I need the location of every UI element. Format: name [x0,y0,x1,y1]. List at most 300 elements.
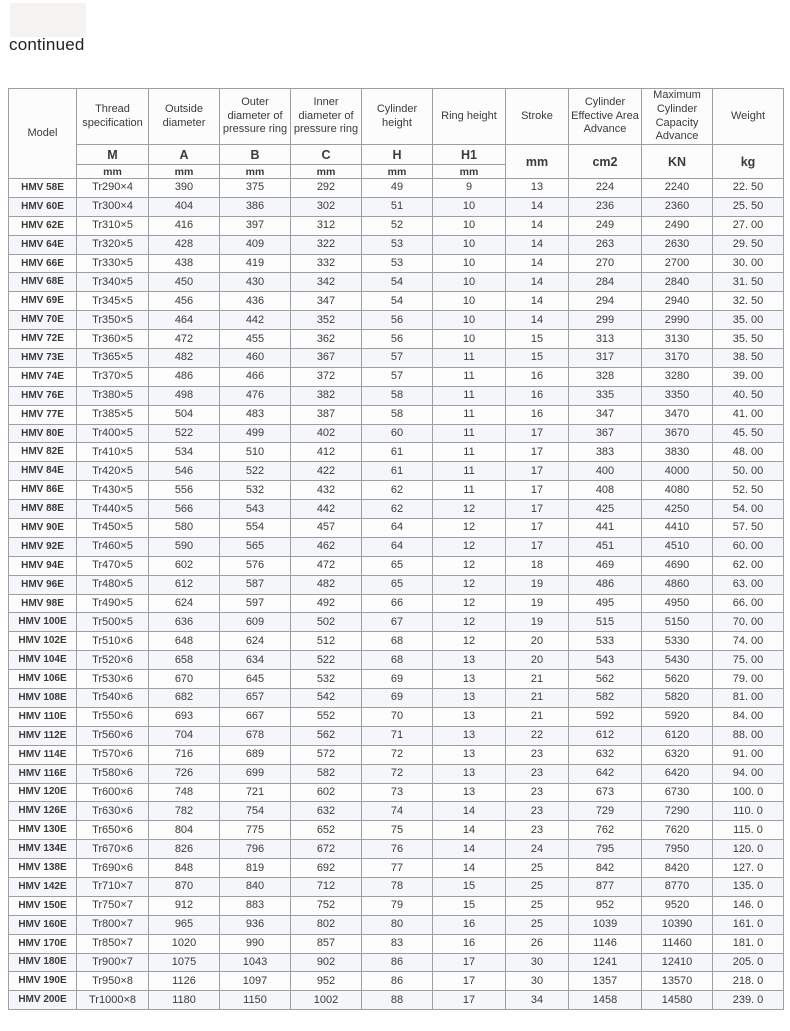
cell-weight: 115. 0 [713,821,784,840]
cell-h: 65 [362,556,433,575]
cell-model: HMV 190E [9,972,77,991]
cell-weight: 22. 50 [713,179,784,198]
table-header [9,89,784,179]
cell-a: 748 [149,783,220,802]
cell-h: 61 [362,462,433,481]
cell-c: 412 [291,443,362,462]
cell-weight: 79. 00 [713,670,784,689]
cell-a: 438 [149,254,220,273]
cell-h1: 12 [433,537,506,556]
cell-capacity: 5330 [642,632,713,651]
cell-b: 796 [220,840,291,859]
cell-area: 795 [569,840,642,859]
cell-stroke: 17 [506,443,569,462]
cell-a: 612 [149,575,220,594]
cell-h1: 11 [433,481,506,500]
table-row [9,783,784,802]
cell-thread: Tr710×7 [77,877,149,896]
spec-table [8,88,784,1010]
cell-model: HMV 76E [9,386,77,405]
cell-stroke: 17 [506,500,569,519]
cell-b: 1097 [220,972,291,991]
table-row [9,537,784,556]
cell-c: 312 [291,216,362,235]
table-row [9,745,784,764]
cell-h1: 11 [433,443,506,462]
cell-model: HMV 138E [9,859,77,878]
cell-b: 624 [220,632,291,651]
cell-stroke: 30 [506,953,569,972]
cell-b: 667 [220,707,291,726]
cell-h: 54 [362,292,433,311]
cell-stroke: 14 [506,311,569,330]
cell-b: 689 [220,745,291,764]
cell-weight: 100. 0 [713,783,784,802]
cell-c: 382 [291,386,362,405]
table-row [9,877,784,896]
cell-thread: Tr460×5 [77,537,149,556]
cell-h1: 14 [433,859,506,878]
cell-h: 69 [362,670,433,689]
cell-b: 609 [220,613,291,632]
cell-stroke: 21 [506,689,569,708]
cell-stroke: 17 [506,481,569,500]
cell-h1: 11 [433,386,506,405]
cell-a: 602 [149,556,220,575]
cell-capacity: 2700 [642,254,713,273]
cell-thread: Tr650×6 [77,821,149,840]
cell-stroke: 20 [506,651,569,670]
header-cylinder-height: Cylinder height [362,89,433,145]
cell-area: 1241 [569,953,642,972]
cell-a: 390 [149,179,220,198]
header-maximum-cylinder-capacity: Maximum Cylinder Capacity Advance [642,89,713,145]
cell-thread: Tr570×6 [77,745,149,764]
cell-h1: 10 [433,235,506,254]
table-row [9,349,784,368]
cell-b: 840 [220,877,291,896]
cell-h: 58 [362,405,433,424]
cell-stroke: 25 [506,915,569,934]
cell-area: 299 [569,311,642,330]
cell-capacity: 8770 [642,877,713,896]
cell-area: 582 [569,689,642,708]
cell-a: 472 [149,330,220,349]
cell-model: HMV 92E [9,537,77,556]
table-row [9,991,784,1010]
cell-area: 313 [569,330,642,349]
cell-a: 804 [149,821,220,840]
cell-area: 515 [569,613,642,632]
cell-area: 632 [569,745,642,764]
cell-thread: Tr365×5 [77,349,149,368]
table-row [9,802,784,821]
cell-area: 1146 [569,934,642,953]
cell-model: HMV 130E [9,821,77,840]
cell-capacity: 6420 [642,764,713,783]
unit-h-mm: mm [362,165,433,179]
cell-stroke: 13 [506,179,569,198]
cell-capacity: 3280 [642,367,713,386]
cell-a: 624 [149,594,220,613]
table-row [9,632,784,651]
table-row [9,443,784,462]
cell-c: 302 [291,197,362,216]
cell-model: HMV 72E [9,330,77,349]
cell-c: 352 [291,311,362,330]
cell-thread: Tr560×6 [77,726,149,745]
cell-h: 62 [362,500,433,519]
cell-weight: 52. 50 [713,481,784,500]
cell-thread: Tr510×6 [77,632,149,651]
cell-model: HMV 74E [9,367,77,386]
cell-capacity: 4510 [642,537,713,556]
cell-area: 451 [569,537,642,556]
cell-b: 419 [220,254,291,273]
unit-weight-kg: kg [713,145,784,179]
cell-a: 1020 [149,934,220,953]
cell-area: 533 [569,632,642,651]
cell-thread: Tr550×6 [77,707,149,726]
cell-h: 52 [362,216,433,235]
table-row [9,254,784,273]
cell-area: 495 [569,594,642,613]
cell-b: 657 [220,689,291,708]
cell-model: HMV 120E [9,783,77,802]
cell-c: 457 [291,519,362,538]
cell-area: 383 [569,443,642,462]
cell-weight: 31. 50 [713,273,784,292]
cell-c: 332 [291,254,362,273]
cell-weight: 60. 00 [713,537,784,556]
cell-h: 69 [362,689,433,708]
cell-a: 636 [149,613,220,632]
cell-capacity: 11460 [642,934,713,953]
cell-model: HMV 200E [9,991,77,1010]
cell-a: 826 [149,840,220,859]
cell-h: 75 [362,821,433,840]
cell-thread: Tr470×5 [77,556,149,575]
cell-model: HMV 82E [9,443,77,462]
cell-b: 510 [220,443,291,462]
table-row [9,462,784,481]
cell-weight: 41. 00 [713,405,784,424]
table-row [9,500,784,519]
cell-thread: Tr800×7 [77,915,149,934]
cell-c: 367 [291,349,362,368]
cell-stroke: 16 [506,367,569,386]
table-row [9,405,784,424]
cell-stroke: 30 [506,972,569,991]
cell-b: 645 [220,670,291,689]
cell-weight: 146. 0 [713,896,784,915]
cell-area: 952 [569,896,642,915]
cell-thread: Tr690×6 [77,859,149,878]
cell-capacity: 2630 [642,235,713,254]
table-row [9,670,784,689]
cell-thread: Tr440×5 [77,500,149,519]
cell-h1: 16 [433,915,506,934]
cell-area: 877 [569,877,642,896]
cell-capacity: 2840 [642,273,713,292]
cell-area: 1458 [569,991,642,1010]
table-row [9,179,784,198]
cell-h1: 12 [433,594,506,613]
cell-thread: Tr430×5 [77,481,149,500]
cell-h1: 14 [433,840,506,859]
cell-model: HMV 90E [9,519,77,538]
cell-model: HMV 142E [9,877,77,896]
cell-stroke: 19 [506,575,569,594]
cell-stroke: 21 [506,670,569,689]
cell-b: 397 [220,216,291,235]
continued-label: continued [9,35,85,54]
cell-h1: 12 [433,519,506,538]
cell-area: 347 [569,405,642,424]
cell-a: 416 [149,216,220,235]
unit-area-cm2: cm2 [569,145,642,179]
cell-stroke: 23 [506,802,569,821]
cell-c: 387 [291,405,362,424]
cell-thread: Tr540×6 [77,689,149,708]
cell-c: 1002 [291,991,362,1010]
cell-capacity: 14580 [642,991,713,1010]
cell-weight: 50. 00 [713,462,784,481]
cell-area: 1039 [569,915,642,934]
cell-c: 802 [291,915,362,934]
cell-model: HMV 73E [9,349,77,368]
cell-stroke: 17 [506,424,569,443]
cell-c: 522 [291,651,362,670]
cell-b: 883 [220,896,291,915]
cell-area: 486 [569,575,642,594]
cell-thread: Tr330×5 [77,254,149,273]
cell-h: 88 [362,991,433,1010]
table-row [9,689,784,708]
cell-model: HMV 126E [9,802,77,821]
cell-area: 263 [569,235,642,254]
cell-h: 53 [362,235,433,254]
cell-stroke: 23 [506,745,569,764]
cell-h: 73 [362,783,433,802]
cell-h: 65 [362,575,433,594]
cell-a: 670 [149,670,220,689]
cell-b: 699 [220,764,291,783]
cell-a: 450 [149,273,220,292]
cell-capacity: 4410 [642,519,713,538]
cell-c: 492 [291,594,362,613]
cell-model: HMV 70E [9,311,77,330]
cell-h: 71 [362,726,433,745]
cell-capacity: 3830 [642,443,713,462]
cell-stroke: 16 [506,405,569,424]
cell-weight: 30. 00 [713,254,784,273]
header-stroke: Stroke [506,89,569,145]
cell-h1: 12 [433,500,506,519]
unit-b-mm: mm [220,165,291,179]
cell-h1: 10 [433,216,506,235]
cell-model: HMV 69E [9,292,77,311]
header-inner-diameter-pressure-ring: Inner diameter of pressure ring [291,89,362,145]
cell-area: 1357 [569,972,642,991]
cell-area: 224 [569,179,642,198]
cell-a: 648 [149,632,220,651]
cell-a: 1075 [149,953,220,972]
cell-h1: 12 [433,613,506,632]
cell-weight: 27. 00 [713,216,784,235]
cell-c: 512 [291,632,362,651]
unit-m-mm: mm [77,165,149,179]
cell-stroke: 16 [506,386,569,405]
cell-area: 284 [569,273,642,292]
cell-b: 455 [220,330,291,349]
cell-area: 469 [569,556,642,575]
unit-h1-mm: mm [433,165,506,179]
cell-a: 704 [149,726,220,745]
cell-h: 83 [362,934,433,953]
cell-a: 1180 [149,991,220,1010]
cell-weight: 38. 50 [713,349,784,368]
cell-c: 532 [291,670,362,689]
cell-a: 456 [149,292,220,311]
cell-thread: Tr400×5 [77,424,149,443]
cell-a: 1126 [149,972,220,991]
cell-thread: Tr900×7 [77,953,149,972]
cell-h1: 15 [433,896,506,915]
cell-h: 74 [362,802,433,821]
cell-h: 86 [362,972,433,991]
cell-b: 819 [220,859,291,878]
cell-capacity: 4860 [642,575,713,594]
cell-stroke: 15 [506,349,569,368]
symbol-c: C [291,145,362,165]
cell-stroke: 20 [506,632,569,651]
cell-c: 462 [291,537,362,556]
cell-h1: 11 [433,424,506,443]
cell-a: 504 [149,405,220,424]
cell-model: HMV 102E [9,632,77,651]
cell-thread: Tr450×5 [77,519,149,538]
cell-model: HMV 60E [9,197,77,216]
cell-c: 322 [291,235,362,254]
cell-b: 1043 [220,953,291,972]
cell-area: 249 [569,216,642,235]
cell-b: 678 [220,726,291,745]
table-row [9,764,784,783]
cell-model: HMV 116E [9,764,77,783]
cell-b: 436 [220,292,291,311]
cell-stroke: 25 [506,877,569,896]
cell-area: 762 [569,821,642,840]
cell-h1: 12 [433,556,506,575]
cell-model: HMV 160E [9,915,77,934]
cell-stroke: 23 [506,821,569,840]
cell-stroke: 14 [506,216,569,235]
cell-h1: 13 [433,745,506,764]
cell-stroke: 19 [506,613,569,632]
cell-thread: Tr480×5 [77,575,149,594]
cell-weight: 62. 00 [713,556,784,575]
cell-stroke: 23 [506,764,569,783]
table-row [9,934,784,953]
cell-a: 522 [149,424,220,443]
cell-b: 476 [220,386,291,405]
cell-b: 936 [220,915,291,934]
cell-h: 86 [362,953,433,972]
cell-h1: 15 [433,877,506,896]
cell-model: HMV 110E [9,707,77,726]
table-row [9,972,784,991]
cell-capacity: 4950 [642,594,713,613]
cell-thread: Tr850×7 [77,934,149,953]
cell-c: 292 [291,179,362,198]
cell-c: 857 [291,934,362,953]
cell-c: 472 [291,556,362,575]
cell-weight: 135. 0 [713,877,784,896]
cell-thread: Tr600×6 [77,783,149,802]
cell-c: 542 [291,689,362,708]
cell-stroke: 21 [506,707,569,726]
cell-c: 572 [291,745,362,764]
cell-model: HMV 114E [9,745,77,764]
cell-weight: 205. 0 [713,953,784,972]
cell-h: 64 [362,537,433,556]
cell-stroke: 14 [506,197,569,216]
cell-model: HMV 104E [9,651,77,670]
cell-c: 672 [291,840,362,859]
cell-capacity: 2240 [642,179,713,198]
cell-stroke: 17 [506,519,569,538]
header-row-symbols [9,145,784,165]
cell-capacity: 2940 [642,292,713,311]
cell-h1: 10 [433,292,506,311]
cell-area: 842 [569,859,642,878]
cell-h: 64 [362,519,433,538]
cell-stroke: 17 [506,537,569,556]
table-row [9,707,784,726]
cell-thread: Tr380×5 [77,386,149,405]
cell-weight: 32. 50 [713,292,784,311]
cell-h1: 13 [433,707,506,726]
cell-area: 425 [569,500,642,519]
cell-h: 79 [362,896,433,915]
cell-h: 60 [362,424,433,443]
cell-weight: 25. 50 [713,197,784,216]
table-row [9,197,784,216]
cell-model: HMV 108E [9,689,77,708]
cell-c: 632 [291,802,362,821]
cell-area: 317 [569,349,642,368]
cell-thread: Tr360×5 [77,330,149,349]
cell-b: 990 [220,934,291,953]
cell-model: HMV 84E [9,462,77,481]
cell-c: 432 [291,481,362,500]
cell-stroke: 15 [506,330,569,349]
unit-c-mm: mm [291,165,362,179]
cell-weight: 45. 50 [713,424,784,443]
cell-b: 587 [220,575,291,594]
cell-capacity: 4080 [642,481,713,500]
cell-h1: 12 [433,575,506,594]
cell-model: HMV 134E [9,840,77,859]
cell-c: 602 [291,783,362,802]
cell-c: 502 [291,613,362,632]
cell-area: 543 [569,651,642,670]
cell-h1: 11 [433,405,506,424]
cell-model: HMV 80E [9,424,77,443]
table-body [9,179,784,1010]
cell-capacity: 3170 [642,349,713,368]
